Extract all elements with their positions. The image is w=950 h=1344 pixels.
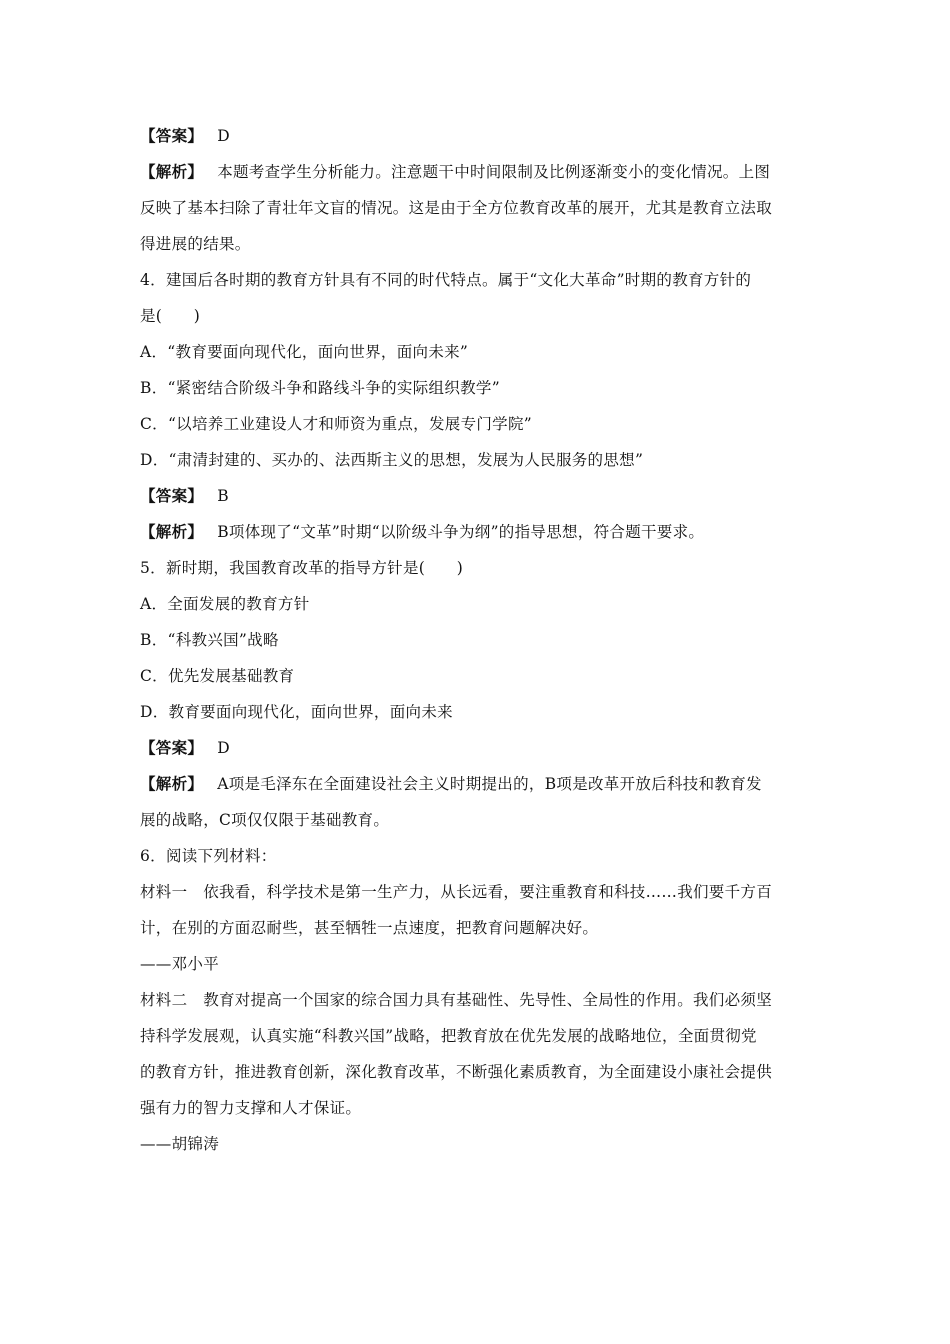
material-2-attribution: ——胡锦涛 <box>140 1135 220 1153</box>
answer-line <box>140 118 816 154</box>
analysis-text: A项是毛泽东在全面建设社会主义时期提出的，B项是改革开放后科技和教育发 <box>217 775 762 793</box>
answer-value: D <box>217 127 230 145</box>
material-2-text-cont: 强有力的智力支撑和人才保证。 <box>140 1099 362 1117</box>
material-2-text: 材料二 教育对提高一个国家的综合国力具有基础性、先导性、全局性的作用。我们必须坚 <box>140 991 773 1009</box>
material-1-text-cont: 计，在别的方面忍耐些，甚至牺牲一点速度，把教育问题解决好。 <box>140 919 599 937</box>
question-4-option-d: D．“肃清封建的、买办的、法西斯主义的思想，发展为人民服务的思想” <box>140 451 644 469</box>
text-line: 反映了基本扫除了青壮年文盲的情况。这是由于全方位教育改革的展开，尤其是教育立法取 <box>140 199 773 217</box>
analysis-text: 本题考查学生分析能力。注意题干中时间限制及比例逐渐变小的变化情况。上图 <box>217 163 771 181</box>
answer-line <box>140 730 816 766</box>
document-page <box>140 118 816 1162</box>
analysis-line <box>140 154 816 190</box>
material-1-attribution: ——邓小平 <box>140 955 220 973</box>
answer-tag: 【答案】 <box>140 126 204 145</box>
material-1-text: 材料一 依我看，科学技术是第一生产力，从长远看，要注重教育和科技……我们要千方百 <box>140 883 773 901</box>
question-5-option-b: B．“科教兴国”战略 <box>140 631 279 649</box>
answer-value: B <box>217 487 229 505</box>
question-4-option-b: B．“紧密结合阶级斗争和路线斗争的实际组织教学” <box>140 379 500 397</box>
analysis-line <box>140 514 816 550</box>
question-5-stem: 5．新时期，我国教育改革的指导方针是( ) <box>140 559 464 577</box>
question-5-option-a: A．全面发展的教育方针 <box>140 595 310 613</box>
text-line: 得进展的结果。 <box>140 235 251 253</box>
question-6-stem: 6．阅读下列材料： <box>140 847 277 865</box>
question-4-stem-cont: 是( ) <box>140 307 201 325</box>
answer-tag: 【答案】 <box>140 486 204 505</box>
answer-line <box>140 478 816 514</box>
answer-tag: 【答案】 <box>140 738 204 757</box>
question-5-option-d: D．教育要面向现代化，面向世界，面向未来 <box>140 703 453 721</box>
material-2-text-cont: 的教育方针，推进教育创新，深化教育改革，不断强化素质教育，为全面建设小康社会提供 <box>140 1063 773 1081</box>
analysis-tag: 【解析】 <box>140 774 204 793</box>
analysis-tag: 【解析】 <box>140 162 204 181</box>
analysis-line <box>140 766 816 802</box>
question-4-option-c: C．“以培养工业建设人才和师资为重点，发展专门学院” <box>140 415 533 433</box>
question-5-option-c: C．优先发展基础教育 <box>140 667 295 685</box>
answer-value: D <box>217 739 230 757</box>
material-2-text-cont: 持科学发展观，认真实施“科教兴国”战略，把教育放在优先发展的战略地位，全面贯彻党 <box>140 1027 757 1045</box>
analysis-text: B项体现了“文革”时期“以阶级斗争为纲”的指导思想，符合题干要求。 <box>217 523 705 541</box>
question-4-option-a: A．“教育要面向现代化，面向世界，面向未来” <box>140 343 469 361</box>
analysis-tag: 【解析】 <box>140 522 204 541</box>
text-line: 展的战略，C项仅仅限于基础教育。 <box>140 811 390 829</box>
question-4-stem: 4．建国后各时期的教育方针具有不同的时代特点。属于“文化大革命”时期的教育方针的 <box>140 271 752 289</box>
